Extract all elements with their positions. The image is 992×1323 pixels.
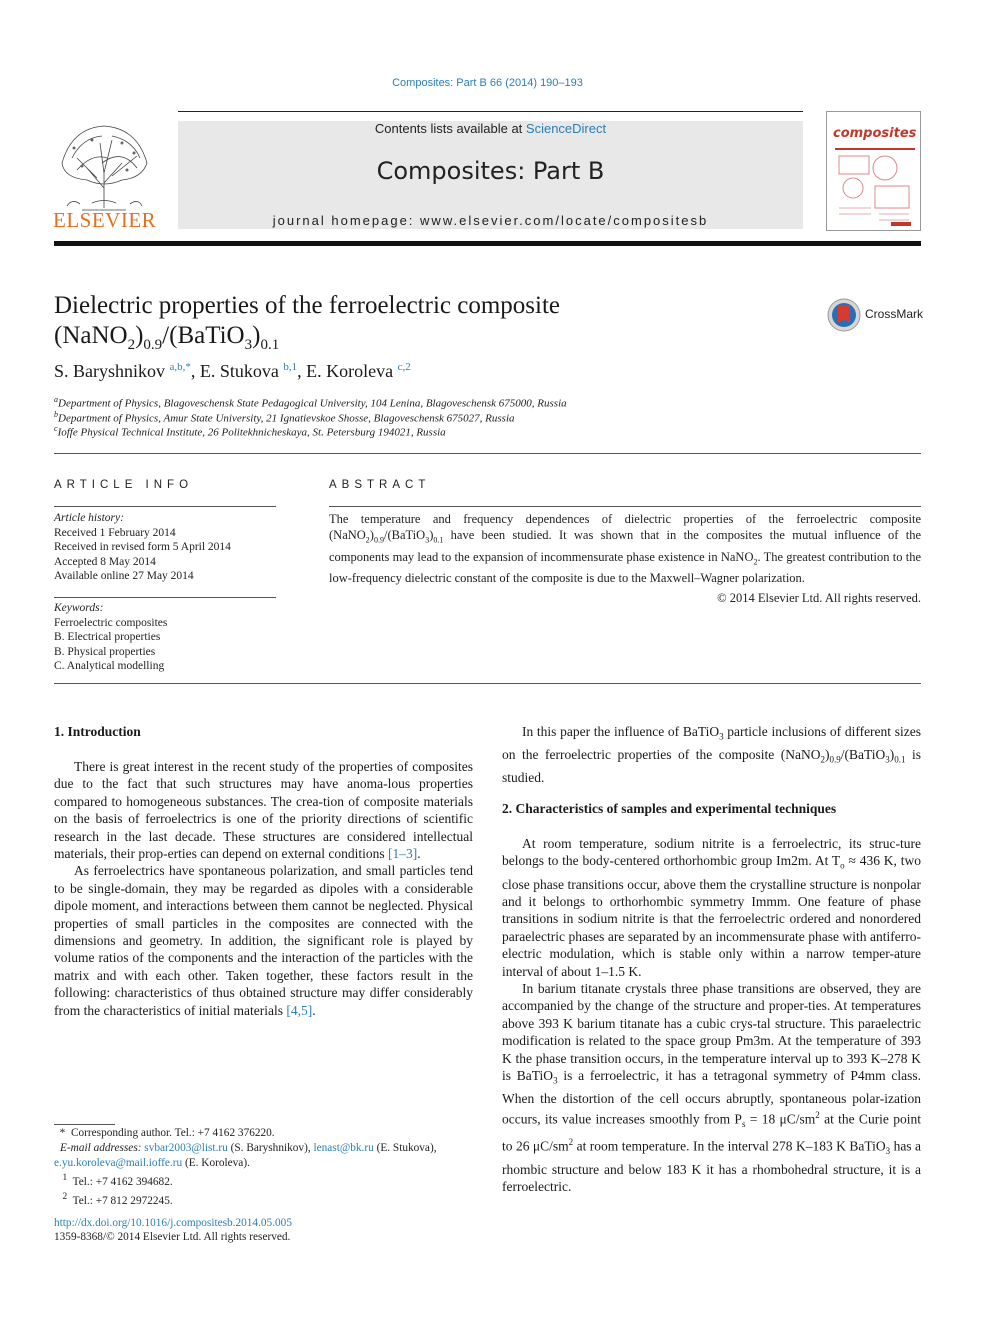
abstract-copyright: © 2014 Elsevier Ltd. All rights reserved. [717,591,921,605]
paragraph: There is great interest in the recent study of the properties of composites due to the fact that such structures may have anoma-lous properties compared to homogeneous substances. The crea-tion of composite materials on the basis of ferroelectrics is one of the priority directions of scientific research in the last decade. These structures are considered intellectual materials, their prop-erties can depend on external conditions [1–3]. [54,759,473,862]
history-item: Received in revised form 5 April 2014 [54,541,231,553]
article-info-heading: ARTICLE INFO [54,479,194,491]
journal-homepage [178,213,803,228]
citation-link[interactable]: [4,5] [286,1002,313,1018]
author-name[interactable]: S. Baryshnikov [54,361,166,381]
article-title [54,291,754,360]
contents-prefix: Contents lists available at [374,121,526,136]
corresponding-footnote: * Corresponding author. Tel.: +7 4162 376220. [54,1127,275,1139]
email-link[interactable]: lenast@bk.ru [313,1142,374,1154]
author-affil-mark[interactable]: a,b,* [169,361,191,373]
keywords-label: Keywords: [54,602,104,614]
divider [54,683,921,684]
affiliation: $^b$Department of Physics, Amur State University, 21 Ignatievskoe Shosse, Blagoveschensk 675027, Russia [54,410,515,425]
divider [329,506,921,507]
footnote-2: $^2$ Tel.: +7 812 2972245. [62,1191,173,1207]
author-affil-mark[interactable]: c,2 [397,361,411,373]
title-line-1: Dielectric properties of the ferroelectric composite [54,292,561,319]
keyword: B. Physical properties [54,645,156,658]
homepage-prefix: journal homepage: [272,213,421,228]
author-affil-mark[interactable]: b,1 [283,361,298,373]
author-list: S. Baryshnikov $^{a,b,*}$, E. Stukova $^{b,1}$, E. Koroleva $^{c,2}$ [54,361,411,381]
keyword: C. Analytical modelling [54,660,165,672]
header-top-rule [178,111,803,112]
samples-text [502,835,921,1195]
issn-line: 1359-8368/© 2014 Elsevier Ltd. All rights reserved. [54,1231,291,1243]
footnote-rule [54,1124,115,1125]
history-item: Available online 27 May 2014 [54,570,194,582]
affiliation: $^a$Department of Physics, Blagoveschensk State Pedagogical University, 104 Lenina, Blagoveschensk 675000, Russia [54,395,567,410]
email-footnote: E-mail addresses: svbar2003@list.ru (S. Baryshnikov), lenast@bk.ru (E. Stukova), [60,1142,437,1154]
journal-name: Composites: Part B [376,157,605,185]
homepage-url[interactable]: www.elsevier.com/locate/compositesb [420,213,709,228]
cover-artwork-image [835,148,915,228]
divider [54,597,276,598]
paragraph: As ferroelectrics have spontaneous polarization, and small particles tend to be single-domain, they may be regarded as dipoles with a considerable dipole moment, and interactions between them cannot be neglected. Physical properties of small particles in the composites are connected with the dimensions and geometry. In addition, the significant role is played by volume ratios of the components and the interaction of the particles with the matrix and with each other. Taken together, these factors result in the following: characteristics of thus obtained structure may differ considerably from the characteristics of initial materials [4,5]. [54,863,473,1018]
footnotes [54,1126,474,1209]
crossmark-label[interactable]: CrossMark [865,307,924,321]
email-link[interactable]: e.yu.koroleva@mail.ioffe.ru [54,1157,183,1169]
divider [54,506,276,507]
introduction-text-cont [502,723,921,787]
author-name[interactable]: E. Stukova [199,361,279,381]
cover-title: composites [833,126,917,141]
history-item: Accepted 8 May 2014 [54,555,156,568]
elsevier-wordmark: ELSEVIER [53,208,157,232]
introduction-text [54,758,473,1019]
keyword: Ferroelectric composites [54,616,168,629]
author-name[interactable]: E. Koroleva [306,361,394,381]
header-bottom-rule [54,241,921,246]
contents-line [178,121,803,136]
abstract-text: The temperature and frequency dependences of dielectric properties of the ferroelectric composite $(NaNO_2)_{0.9}/(BaTiO_3)_{0.1}$ have been studied. It was shown that in the composites the mutual influence of the components may lead to the expansion of incommensurate phase existence in NaNO$_2$. The greatest contribution to the low-frequency dielectric constant of the composite is due to the Maxwell–Wagner polarization. [329,512,922,585]
abstract-heading: ABSTRACT [329,479,431,491]
footnote-1: $^1$ Tel.: +7 4162 394682. [62,1173,173,1188]
title-line-2: $(NaNO_2)_{0.9}/(BaTiO_3)_{0.1}$ [54,322,280,353]
citation-link[interactable]: [1–3] [388,846,418,862]
email-link[interactable]: svbar2003@list.ru [144,1142,228,1154]
paragraph: At room temperature, sodium nitrite is a ferroelectric, its struc-ture belongs to the body-centered orthorhombic group Im2m. At $T_o \approx 436$ K, two close phase transitions occur, above them the crystalline structure is nonpolar and it belongs to orthorhombic symmetry Immm. One feature of phase transitions in sodium nitrite is that the ferroelectric ordered and nonordered paraelectric phases are separated by an incommensurate phase with antiferro-electric modulation, which is stable only within a narrow temper-ature interval of about 1–1.5 K. [502,836,921,979]
article-history [54,511,276,584]
divider [54,453,921,454]
affiliation: $^c$Ioffe Physical Technical Institute, 26 Politekhnicheskaya, St. Petersburg 194021, Russia [54,424,446,439]
journal-cover-thumbnail[interactable] [826,111,921,231]
journal-reference-link[interactable]: Composites: Part B 66 (2014) 190–193 [392,77,583,89]
doi-link[interactable]: http://dx.doi.org/10.1016/j.compositesb.2014.05.005 [54,1217,292,1229]
history-label: Article history: [54,512,124,524]
email-footnote-cont: e.yu.koroleva@mail.ioffe.ru (E. Koroleva). [54,1157,250,1169]
keywords [54,601,276,674]
paragraph: In barium titanate crystals three phase transitions are observed, they are accompanied by the change of the structure and proper-ties. At temperatures above 393 K barium titanate has a cubic crys-tal structure. This paraelectric modification is related to the space group Pm3m. At the temperature of 393 K the phase transition occurs, in the temperature interval up to 393 K–278 K is BaTiO$_3$ is a ferroelectric, it has a tetragonal symmetry of P4mm class. When the distortion of the cell occurs abruptly, spontaneous polar-ization occurs, its value increases smoothly from $P_s = 18$ $\mu C/sm^2$ at the Curie point to 26 $\mu C/sm^2$ at room temperature. In the interval 278 K–183 K BaTiO$_3$ has a rhombic structure and below 183 K it has a rhombohedral structure, it is a ferroelectric. [502,980,921,1195]
sciencedirect-link[interactable]: ScienceDirect [525,121,607,136]
paragraph: In this paper the influence of BaTiO$_3$ particle inclusions of different sizes on the ferroelectric properties of the composite $(NaNO_2)_{0.9}/(BaTiO_3)_{0.1}$ is studied. [502,724,921,786]
section-title-introduction: 1. Introduction [54,724,141,739]
keyword: B. Electrical properties [54,631,161,643]
history-item: Received 1 February 2014 [54,526,176,539]
section-title-samples: 2. Characteristics of samples and experimental techniques [502,801,837,816]
